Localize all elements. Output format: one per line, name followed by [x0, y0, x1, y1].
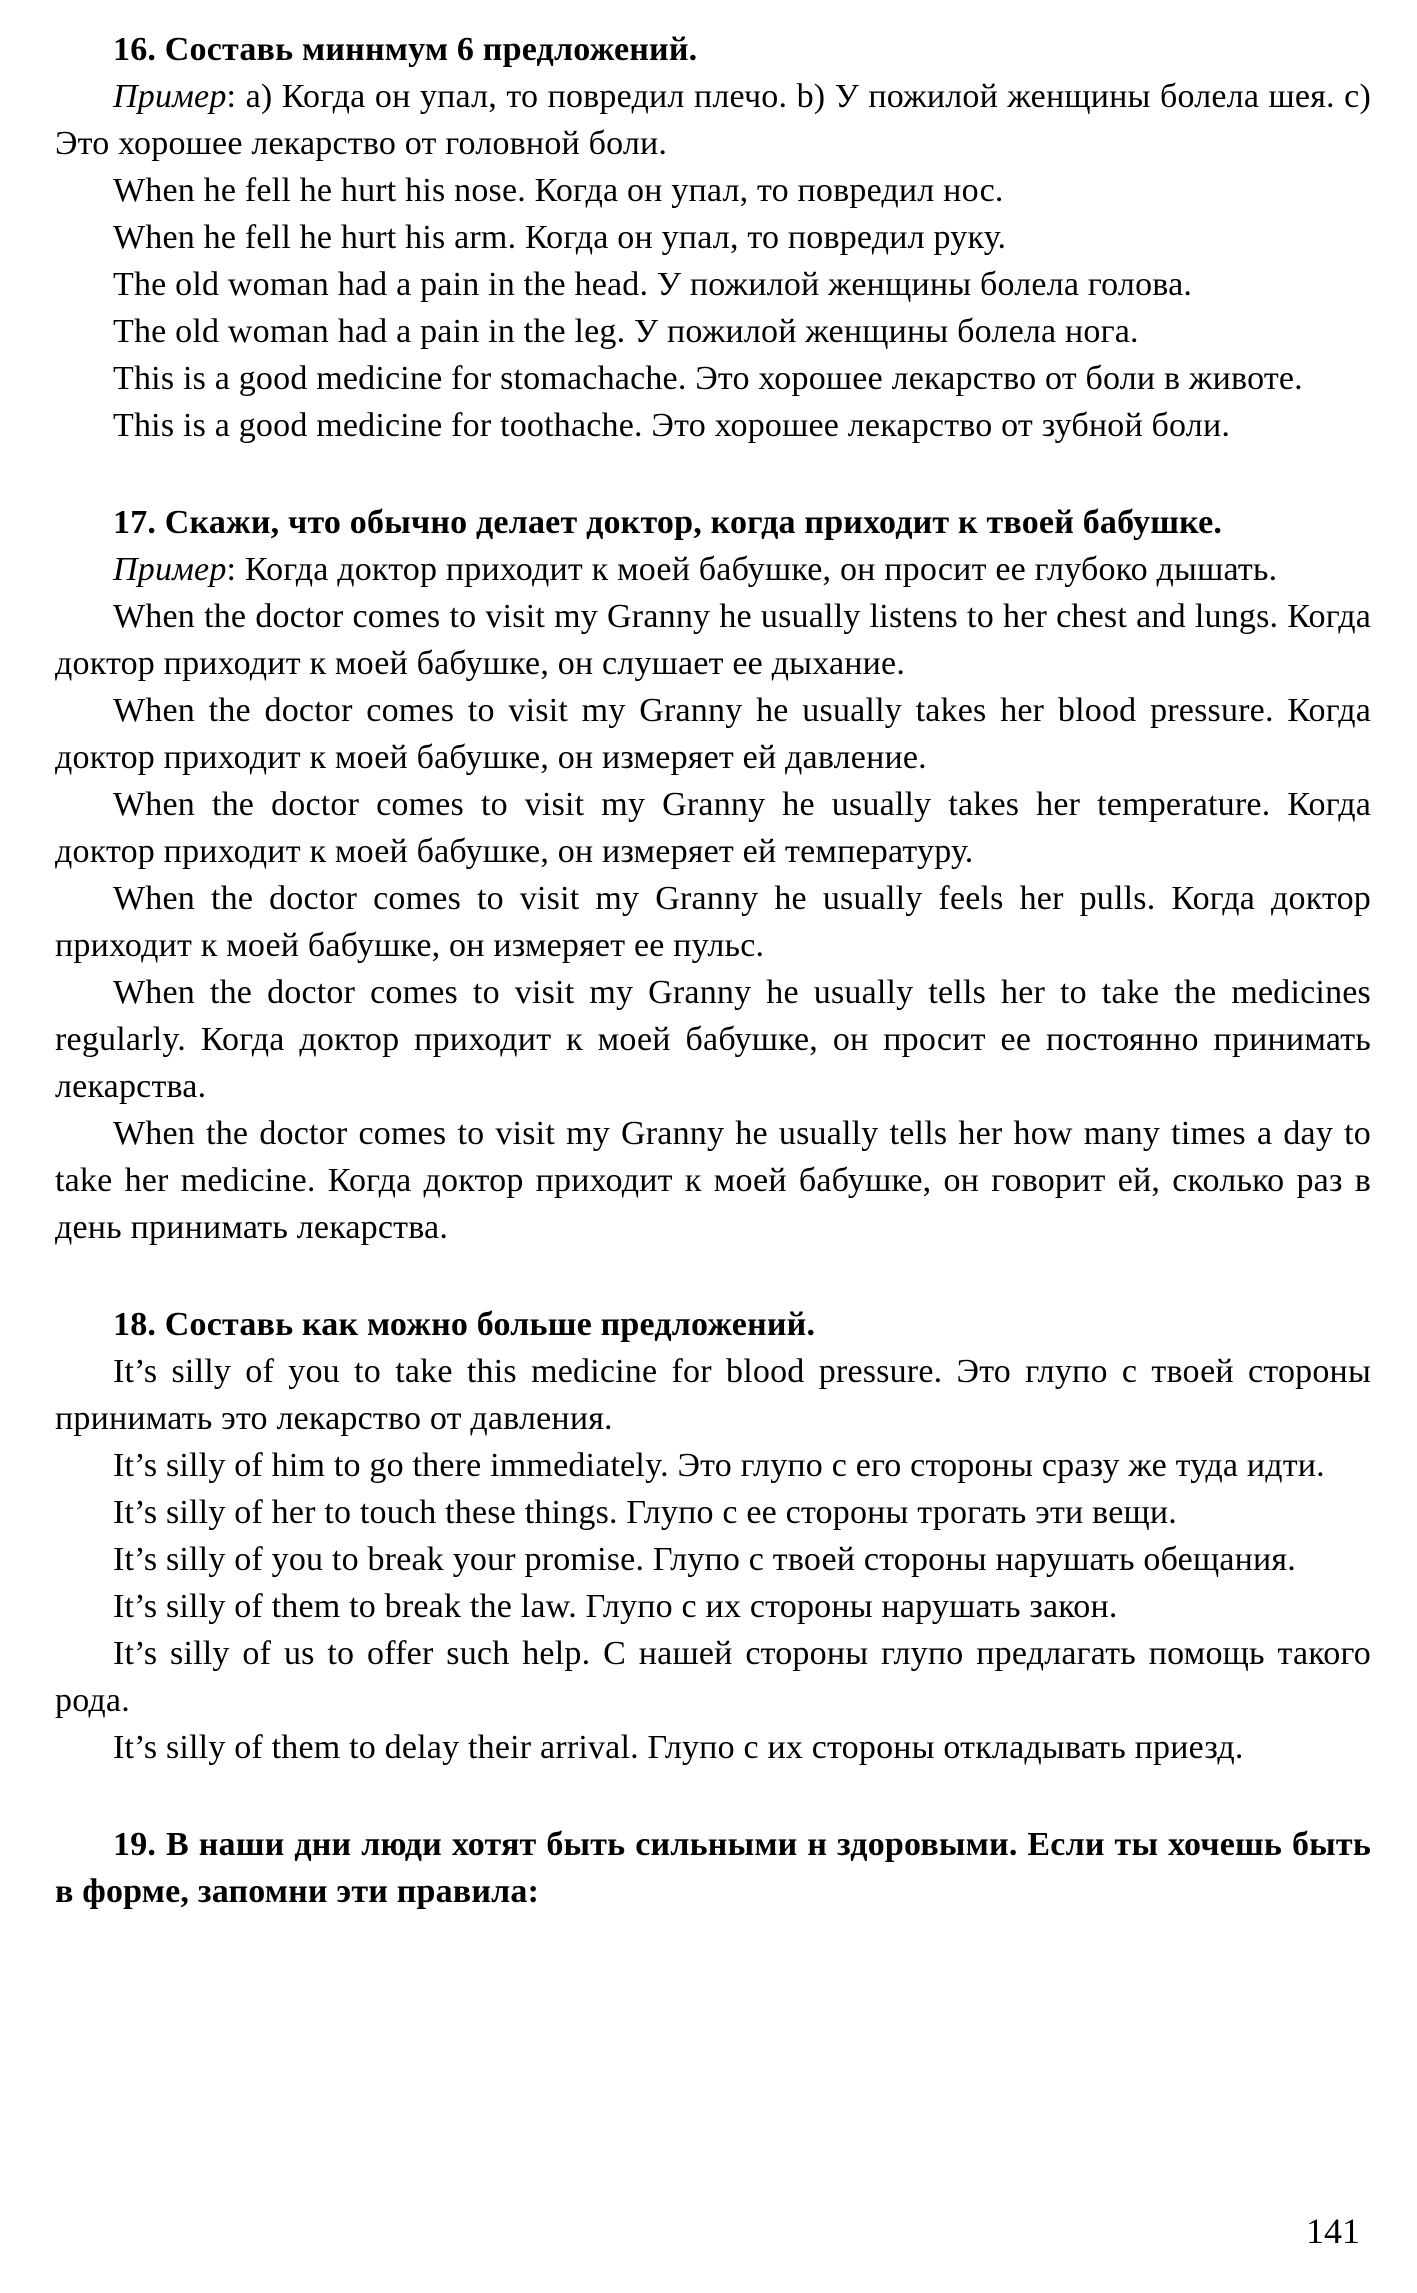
- exercise-18: [55, 1301, 1371, 1771]
- paragraph: This is a good medicine for toothache. Это хорошее лекарство от зубной боли.: [113, 407, 1231, 444]
- paragraph: It’s silly of him to go there immediately. Это глупо с его стороны сразу же туда идти.: [113, 1447, 1325, 1484]
- paragraph: It’s silly of them to delay their arrival. Глупо с их стороны откладывать приезд.: [113, 1729, 1244, 1766]
- exercise-18-heading: 18. Составь как можно больше предложений.: [113, 1306, 816, 1343]
- exercise-17: [55, 499, 1371, 1251]
- exercise-19: [55, 1821, 1371, 1915]
- paragraph: When he fell he hurt his nose. Когда он упал, то повредил нос.: [113, 172, 1004, 209]
- paragraph: It’s silly of us to offer such help. С нашей стороны глупо предлагать помощь такого рода.: [55, 1635, 1371, 1719]
- exercise-16: [55, 26, 1371, 449]
- italic-lead: Пример: [113, 78, 227, 115]
- exercise-16-heading: 16. Составь миннмум 6 предложений.: [113, 31, 698, 68]
- paragraph: When the doctor comes to visit my Granny he usually listens to her chest and lungs. Когда доктор приходит к моей бабушке, он слушает ее дыхание.: [55, 598, 1371, 682]
- paragraph: This is a good medicine for stomachache. Это хорошее лекарство от боли в животе.: [113, 360, 1303, 397]
- exercise-19-heading: 19. В наши дни люди хотят быть сильными н здоровыми. Если ты хочешь быть в форме, запомни эти правила:: [55, 1826, 1371, 1910]
- paragraph: When the doctor comes to visit my Granny he usually tells her how many times a day to take her medicine. Когда доктор приходит к моей бабушке, он говорит ей, сколько раз в день принимать лекарства.: [55, 1115, 1371, 1246]
- paragraph: The old woman had a pain in the leg. У пожилой женщины болела нога.: [113, 313, 1139, 350]
- paragraph: The old woman had a pain in the head. У пожилой женщины болела голова.: [113, 266, 1193, 303]
- paragraph: When he fell he hurt his arm. Когда он упал, то повредил руку.: [113, 219, 1007, 256]
- paragraph: Пример: a) Когда он упал, то повредил плечо. b) У пожилой женщины болела шея. c) Это хорошее лекарство от головной боли.: [55, 78, 1371, 162]
- paragraph: Пример: Когда доктор приходит к моей бабушке, он просит ее глубоко дышать.: [113, 551, 1278, 588]
- text-content: [55, 26, 1371, 1915]
- paragraph: It’s silly of them to break the law. Глупо с их стороны нарушать закон.: [113, 1588, 1118, 1625]
- paragraph: When the doctor comes to visit my Granny he usually feels her pulls. Когда доктор приходит к моей бабушке, он измеряет ее пульс.: [55, 880, 1371, 964]
- paragraph: When the doctor comes to visit my Granny he usually tells her to take the medicines regularly. Когда доктор приходит к моей бабушке, он просит ее постоянно принимать лекарства.: [55, 974, 1371, 1105]
- paragraph: It’s silly of you to break your promise. Глупо с твоей стороны нарушать обещания.: [113, 1541, 1296, 1578]
- paragraph: It’s silly of her to touch these things. Глупо с ее стороны трогать эти вещи.: [113, 1494, 1177, 1531]
- italic-lead: Пример: [113, 551, 227, 588]
- paragraph: When the doctor comes to visit my Granny he usually takes her temperature. Когда доктор приходит к моей бабушке, он измеряет ей температуру.: [55, 786, 1371, 870]
- paragraph: When the doctor comes to visit my Granny he usually takes her blood pressure. Когда доктор приходит к моей бабушке, он измеряет ей давление.: [55, 692, 1371, 776]
- paragraph: It’s silly of you to take this medicine for blood pressure. Это глупо с твоей стороны принимать это лекарство от давления.: [55, 1353, 1371, 1437]
- page-number: 141: [1306, 2211, 1360, 2251]
- exercise-17-heading: 17. Скажи, что обычно делает доктор, когда приходит к твоей бабушке.: [113, 504, 1223, 541]
